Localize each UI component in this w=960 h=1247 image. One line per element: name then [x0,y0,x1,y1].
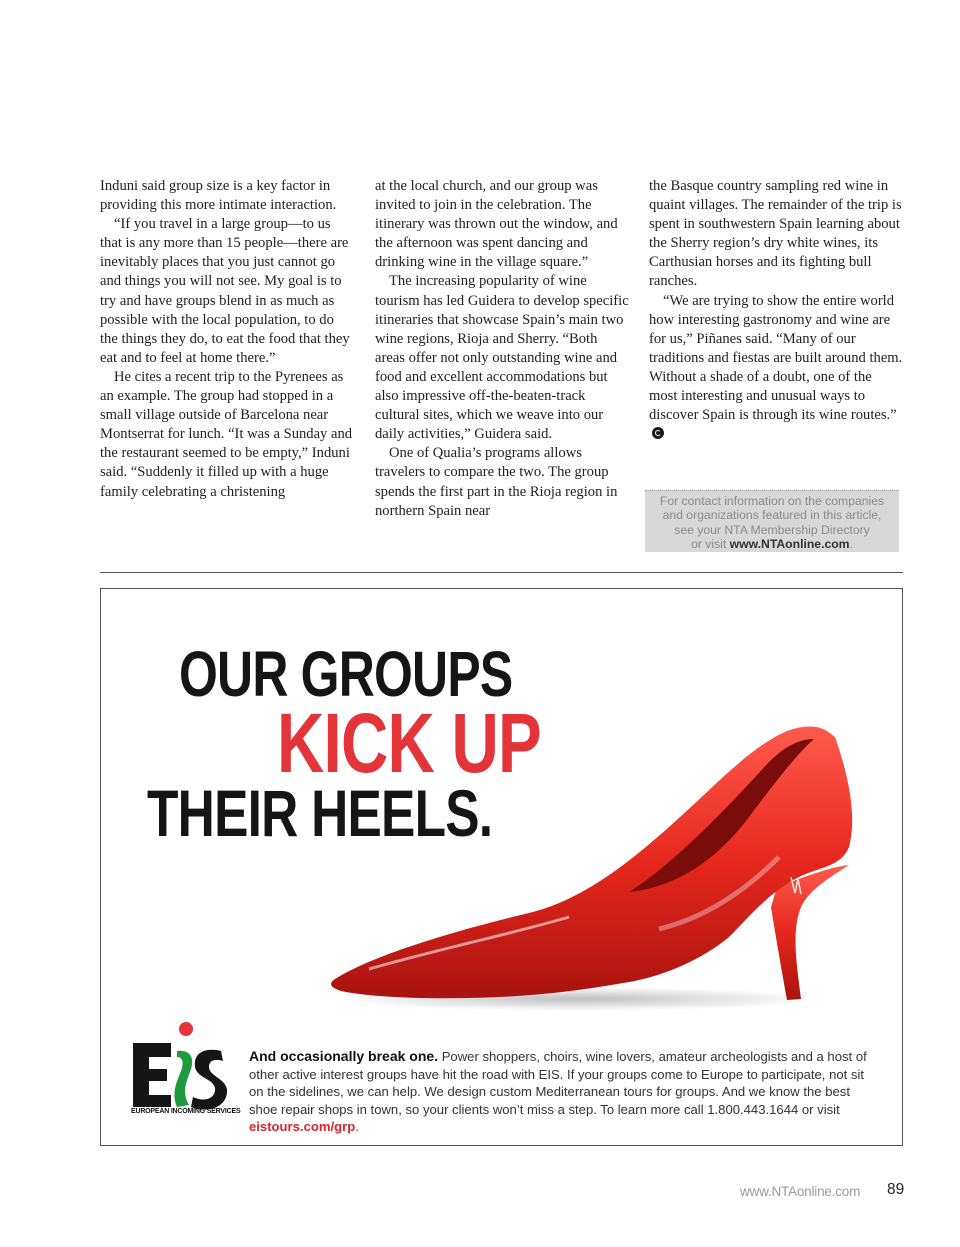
paragraph: The increasing popularity of wine tourism has led Guidera to develop specific itineraries that showcase Spain’s main two wine regions, Rioja and Sherry. “Both areas offer not only outstanding wine and food and excellent accommodations but also impressive off-the-beaten-track cultural sites, which we weave into our daily activities,” Guidera said. [375,273,629,443]
eis-logo-icon [129,1021,229,1121]
contact-info-box [645,490,899,552]
ad-body: Power shoppers, choirs, wine lovers, amateur archeologists and a host of other active interest groups have hit the road with EIS. If your groups come to Europe to participate, not sit on the sidelines, we can help. We design custom Mediterranean tours for groups. And we know the best shoe repair shops in town, so your clients won’t miss a step. To learn more call 1.800.443.1644 or visit [249,1049,867,1117]
contact-url-link[interactable]: www.NTAonline.com [729,537,850,552]
footer-url[interactable]: www.NTAonline.com [740,1184,861,1199]
contact-line: For contact information on the companies [659,494,885,508]
contact-prefix: or visit [691,537,730,552]
end-of-story-icon [652,427,664,439]
contact-line [645,537,899,551]
paragraph: Induni said group size is a key factor in providing this more intimate interaction. [100,178,337,214]
ad-lead: And occasionally break one. [249,1048,439,1064]
ad-headline-line-2: KICK UP [277,696,541,790]
article-column-2 [375,177,629,521]
paragraph: “If you travel in a large group—to us that is any more than 15 people—there are inevitably places that you just cannot go and things you will not see. My goal is to try and have groups blend in as much as possible with the local population, to do the things they do, to eat the food that they eat and to feel at home there.” [100,216,350,366]
paragraph: One of Qualia’s programs allows travelers to compare the two. The group spends the first part in the Rioja region in northern Spain near [375,445,618,519]
contact-suffix: . [849,537,853,552]
section-divider [100,572,903,573]
paragraph: He cites a recent trip to the Pyrenees as an example. The group had stopped in a small village outside of Barcelona near Montserrat for lunch. “It was a Sunday and the restaurant seemed to be empty,” Induni said. “Suddenly it filled up with a huge family celebrating a christening [100,368,353,500]
ad-url-link[interactable]: eistours.com/grp [249,1119,356,1135]
paragraph: at the local church, and our group was invited to join in the celebration. The itinerary was thrown out the window, and the afternoon was spent dancing and drinking wine in the village square.” [375,178,618,271]
contact-line: see your NTA Membership Directory [674,522,870,537]
paragraph: the Basque country sampling red wine in quaint villages. The remainder of the trip is spent in southwestern Spain learning about the Sherry region’s dry white wines, its Carthusian horses and its fighting bull ranches. [649,178,902,290]
contact-line: and organizations featured in this article, [662,508,882,523]
advertisement [100,588,903,1146]
ad-end: . [355,1119,359,1135]
red-high-heel-shoe-image [329,717,859,1017]
ad-body-copy [249,1048,881,1136]
article-column-1 [100,177,354,502]
ad-headline-line-1: OUR GROUPS [179,638,513,710]
page-number: 89 [887,1181,905,1198]
ad-headline-line-3: THEIR HEELS. [147,776,493,850]
paragraph-text: “We are trying to show the entire world how interesting gastronomy and wine are for us,” Piñanes said. “Many of our traditions and fiestas are built around them. Without a shade of a doubt, one of the most interesting and unusual ways to discover Spain is through its wine routes.” [649,292,903,424]
logo-caption: EUROPEAN INCOMING SERVICES [131,1108,241,1115]
paragraph-final [649,292,903,445]
article-column-3 [649,177,903,444]
